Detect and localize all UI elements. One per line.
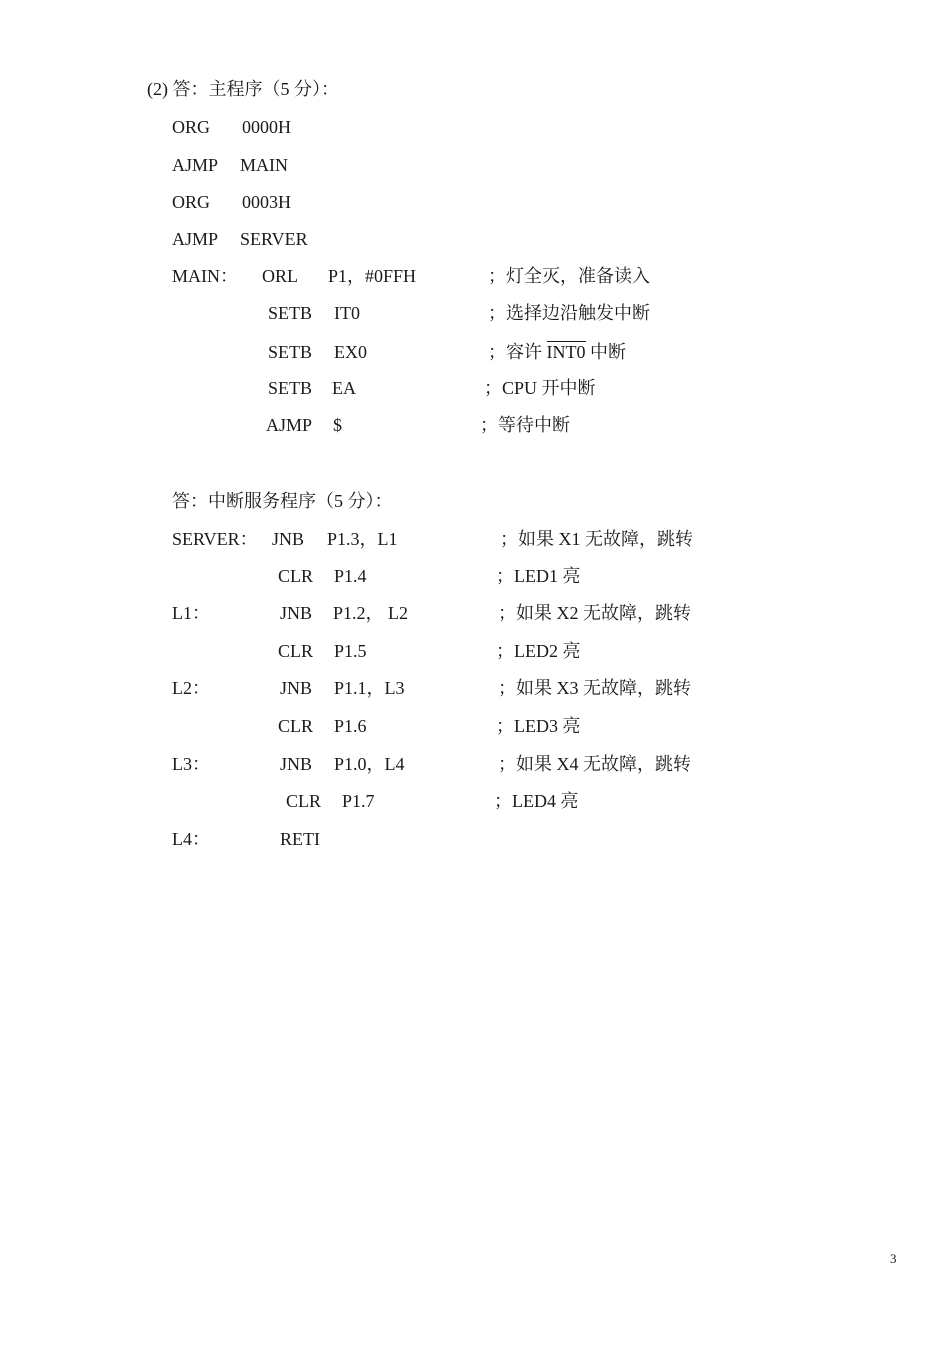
code-args: 0003H	[242, 192, 291, 212]
code-op: SETB	[268, 342, 313, 362]
code-args: P1.7	[342, 791, 375, 811]
code-args: P1.0，L4	[334, 754, 405, 774]
int0-overline-text: INT0	[546, 342, 586, 362]
code-op: ORL	[262, 266, 298, 286]
code-label: L2：	[172, 678, 210, 698]
code-op: CLR	[278, 566, 314, 586]
code-comment: ；等待中断	[480, 415, 570, 435]
code-op: JNB	[280, 754, 313, 774]
code-comment: ；LED1 亮	[496, 566, 581, 586]
code-comment: ；灯全灭，准备读入	[488, 266, 650, 286]
code-label: SERVER：	[172, 529, 258, 549]
code-op: AJMP	[266, 415, 313, 435]
code-args: P1，#0FFH	[328, 266, 417, 286]
code-args: EX0	[334, 342, 367, 362]
code-comment: ；如果 X3 无故障，跳转	[498, 678, 691, 698]
code-args: P1.1，L3	[334, 678, 405, 698]
code-op: AJMP	[172, 229, 219, 249]
code-args: MAIN	[240, 155, 288, 175]
code-comment: ；如果 X2 无故障，跳转	[498, 603, 691, 623]
code-args: 0000H	[242, 117, 291, 137]
code-args: P1.3，L1	[327, 529, 398, 549]
code-op: AJMP	[172, 155, 219, 175]
comment-suffix: 中断	[585, 342, 626, 362]
code-op: CLR	[286, 791, 322, 811]
section2-heading: 答：中断服务程序（5 分）：	[172, 491, 393, 511]
code-args: P1.5	[334, 641, 367, 661]
code-comment: ；如果 X1 无故障，跳转	[500, 529, 693, 549]
code-label: L1：	[172, 603, 210, 623]
section1-heading: (2) 答：主程序（5 分）：	[147, 79, 339, 99]
code-comment: ；CPU 开中断	[484, 378, 596, 398]
code-label: L4：	[172, 829, 210, 849]
code-args: P1.2， L2	[333, 603, 409, 623]
code-args: IT0	[334, 303, 360, 323]
code-op: JNB	[272, 529, 305, 549]
code-args: $	[333, 415, 342, 435]
code-label: L3：	[172, 754, 210, 774]
code-comment: ；LED2 亮	[496, 641, 581, 661]
code-args: P1.4	[334, 566, 367, 586]
code-label: MAIN：	[172, 266, 238, 286]
page-number: 3	[890, 1251, 897, 1266]
code-op: CLR	[278, 641, 314, 661]
code-op: SETB	[268, 378, 313, 398]
code-op: CLR	[278, 716, 314, 736]
code-comment: ；LED4 亮	[494, 791, 579, 811]
code-op: SETB	[268, 303, 313, 323]
code-comment: ；如果 X4 无故障，跳转	[498, 754, 691, 774]
code-op: ORG	[172, 192, 211, 212]
code-comment: ；选择边沿触发中断	[488, 303, 650, 323]
code-comment	[488, 341, 626, 363]
code-args: EA	[332, 378, 356, 398]
code-op: JNB	[280, 678, 313, 698]
code-comment: ；LED3 亮	[496, 716, 581, 736]
code-args: SERVER	[240, 229, 308, 249]
code-op: JNB	[280, 603, 313, 623]
code-op: ORG	[172, 117, 211, 137]
code-op: RETI	[280, 829, 320, 849]
comment-prefix: ；容许	[488, 342, 547, 362]
code-args: P1.6	[334, 716, 367, 736]
